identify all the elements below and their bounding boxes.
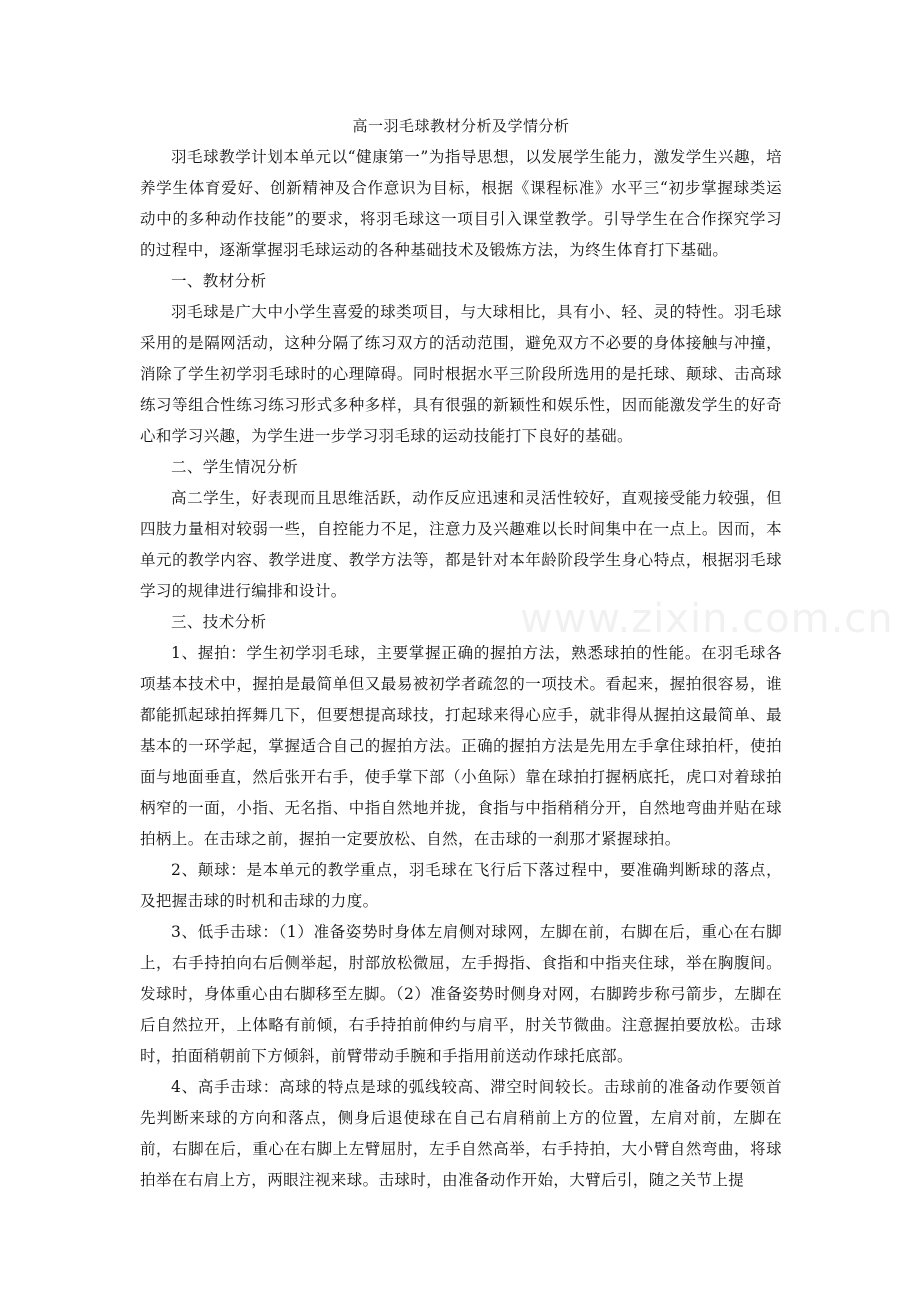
technique-item-high-hit: 4、高手击球：高球的特点是球的弧线较高、滞空时间较长。击球前的准备动作要领首先判断来球的方向和落点，侧身后退使球在自己右肩稍前上方的位置，左肩对前，左脚在前，右脚在后，重心在右脚上左臂屈肘，左手自然高举，右手持拍，大小臂自然弯曲，将球拍举在右肩上方，两眼注视来球。击球时，由准备动作开始，大臂后引，随之关节上提 bbox=[140, 1078, 782, 1189]
technique-item-low-hit: 3、低手击球：（1）准备姿势时身体左肩侧对球网，左脚在前，右脚在后，重心在右脚上，右手持拍向右后侧举起，肘部放松微屈，左手拇指、食指和中指夹住球，举在胸腹间。发球时，身体重心由右脚移至左脚。（2）准备姿势时侧身对网，右脚跨步称弓箭步，左脚在后自然拉开，上体略有前倾，右手持拍前伸约与肩平，肘关节微曲。注意握拍要放松。击球时，拍面稍朝前下方倾斜，前臂带动手腕和手指用前送动作球托底部。 bbox=[140, 923, 782, 1065]
document-title: 高一羽毛球教材分析及学情分析 bbox=[352, 117, 570, 135]
section-heading-technique: 三、技术分析 bbox=[171, 613, 267, 631]
section-body-students: 高二学生，好表现而且思维活跃，动作反应迅速和灵活性较好，直观接受能力较强，但四肢力量相对较弱一些，自控能力不足，注意力及兴趣难以长时间集中在一点上。因而，本单元的教学内容、教学进度、教学方法等，都是针对本年龄阶段学生身心特点，根据羽毛球学习的规律进行编排和设计。 bbox=[140, 489, 782, 600]
section-heading-materials: 一、教材分析 bbox=[171, 272, 267, 290]
site-watermark: www.zixin.com.cn bbox=[520, 596, 894, 642]
technique-item-juggling: 2、颠球：是本单元的教学重点，羽毛球在飞行后下落过程中，要准确判断球的落点，及把握击球的时机和击球的力度。 bbox=[140, 861, 782, 910]
section-heading-students: 二、学生情况分析 bbox=[171, 458, 299, 476]
technique-item-grip: 1、握拍：学生初学羽毛球，主要掌握正确的握拍方法，熟悉球拍的性能。在羽毛球各项基本技术中，握拍是最简单但又最易被初学者疏忽的一项技术。看起来，握拍很容易，谁都能抓起球拍挥舞几下，但要想提高球技，打起球来得心应手，就非得从握拍这最简单、最基本的一环学起，掌握适合自己的握拍方法。正确的握拍方法是先用左手拿住球拍杆，使拍面与地面垂直，然后张开右手，使手掌下部（小鱼际）靠在球拍打握柄底托，虎口对着球拍柄窄的一面，小指、无名指、中指自然地并拢，食指与中指稍稍分开，自然地弯曲并贴在球拍柄上。在击球之前，握拍一定要放松、自然，在击球的一刹那才紧握球拍。 bbox=[140, 644, 782, 848]
intro-paragraph: 羽毛球教学计划本单元以“健康第一”为指导思想，以发展学生能力，激发学生兴趣，培养学生体育爱好、创新精神及合作意识为目标，根据《课程标准》水平三“初步掌握球类运动中的多种动作技能”的要求，将羽毛球这一项目引入课堂教学。引导学生在合作探究学习的过程中，逐渐掌握羽毛球运动的各种基础技术及锻炼方法，为终生体育打下基础。 bbox=[140, 148, 782, 259]
document-body bbox=[140, 114, 782, 1196]
section-body-materials: 羽毛球是广大中小学生喜爱的球类项目，与大球相比，具有小、轻、灵的特性。羽毛球采用的是隔网活动，这种分隔了练习双方的活动范围，避免双方不必要的身体接触与冲撞，消除了学生初学羽毛球时的心理障碍。同时根据水平三阶段所选用的是托球、颠球、击高球练习等组合性练习练习形式多种多样，具有很强的新颖性和娱乐性，因而能激发学生的好奇心和学习兴趣，为学生进一步学习羽毛球的运动技能打下良好的基础。 bbox=[140, 303, 782, 445]
